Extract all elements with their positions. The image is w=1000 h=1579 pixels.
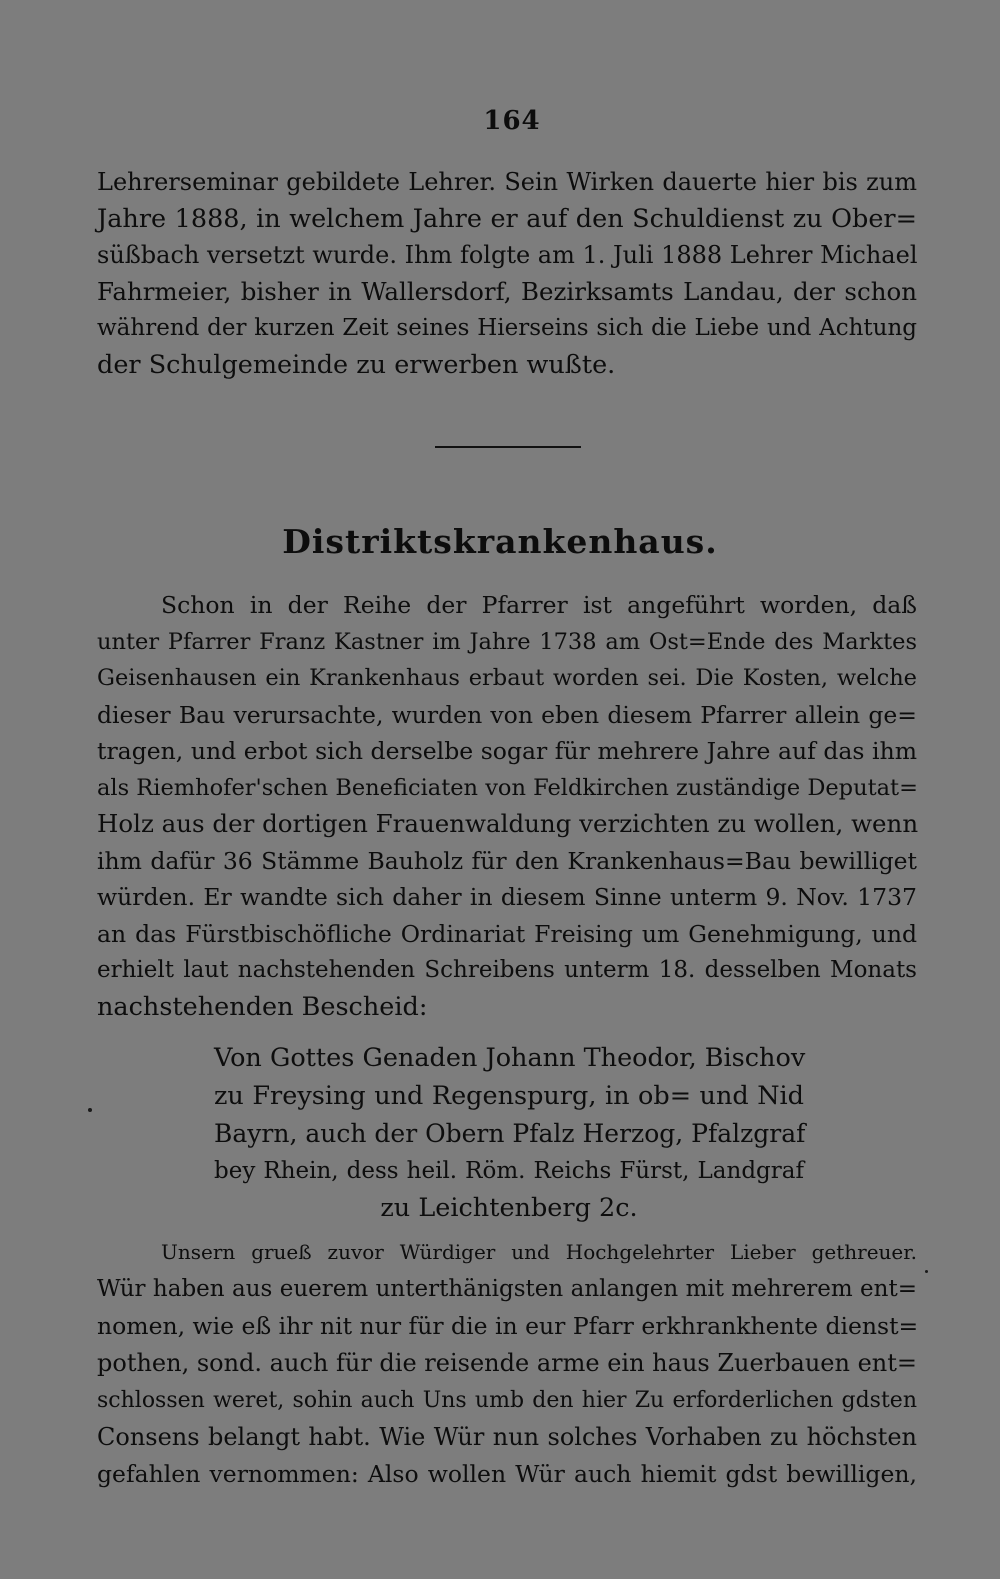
text-line: Wür haben aus euerem unterthänigsten anlangen mit mehrerem ent= [97,1276,917,1302]
text-line: der Schulgemeinde zu erwerben wußte. [97,349,616,380]
text-line: tragen, und erbot sich derselbe sogar für mehrere Jahre auf das ihm [97,737,917,765]
text-line: während der kurzen Zeit seines Hierseins sich die Liebe und Achtung [97,315,917,341]
quoted-salutation [214,1040,804,1228]
text-line: Consens belangt habt. Wie Wür nun solches Vorhaben zu höchsten [97,1423,917,1451]
print-speck [925,1270,928,1273]
text-line: unter Pfarrer Franz Kastner im Jahre 1738 am Ost=Ende des Marktes [97,628,917,655]
text-line: Jahre 1888, in welchem Jahre er auf den Schuldienst zu Ober= [97,203,917,234]
text-line: erhielt laut nachstehenden Schreibens unterm 18. desselben Monats [97,957,917,983]
text-line: schlossen weret, sohin auch Uns umb den hier Zu erforderlichen gdsten [97,1388,917,1413]
quote-line: bey Rhein, dess heil. Röm. Reichs Fürst, Landgraf [214,1157,804,1184]
text-line: pothen, sond. auch für die reisende arme ein haus Zuerbauen ent= [97,1349,917,1377]
text-line: als Riemhofer'schen Beneficiaten von Feldkirchen zuständige Deputat= [97,774,918,801]
paragraph-lehrer [97,164,917,383]
quote-line: Von Gottes Genaden Johann Theodor, Bischov [214,1043,806,1073]
text-line: Holz aus der dortigen Frauenwaldung verzichten zu wollen, wenn [97,809,919,838]
text-line: Fahrmeier, bisher in Wallersdorf, Bezirksamts Landau, der schon [97,276,917,306]
text-line: dieser Bau verursachte, wurden von eben diesem Pfarrer allein ge= [97,700,917,729]
text-line: Lehrerseminar gebildete Lehrer. Sein Wirken dauerte hier bis zum [97,168,917,196]
page-number: 164 [483,106,541,136]
text-line: Unsern grueß zuvor Würdiger und Hochgelehrter Lieber gethreuer. [161,1240,917,1264]
text-line: süßbach versetzt wurde. Ihm folgte am 1. Juli 1888 Lehrer Michael [97,241,918,269]
text-line: gefahlen vernommen: Also wollen Wür auch hiemit gdst bewilligen, [97,1460,917,1488]
text-line: nachstehenden Bescheid: [97,991,428,1022]
quote-line: zu Freysing und Regenspurg, in ob= und Nid [214,1080,804,1111]
text-line: nomen, wie eß ihr nit nur für die in eur Pfarr erkhrankhente dienst= [97,1312,919,1340]
text-line: ihm dafür 36 Stämme Bauholz für den Krankenhaus=Bau bewilliget [97,846,917,875]
text-line: Schon in der Reihe der Pfarrer ist angeführt worden, daß [161,591,917,619]
text-line: würden. Er wandte sich daher in diesem Sinne unterm 9. Nov. 1737 [97,883,917,911]
paragraph-krankenhaus [97,587,917,1025]
paragraph-letter [97,1234,917,1493]
section-divider [435,446,581,448]
section-heading: Distriktskrankenhaus. [282,522,718,561]
quote-line: zu Leichtenberg 2c. [380,1193,638,1223]
text-line: an das Fürstbischöfliche Ordinariat Freising um Genehmigung, und [97,919,917,948]
quote-line: Bayrn, auch der Obern Pfalz Herzog, Pfalzgraf [214,1119,806,1148]
text-line: Geisenhausen ein Krankenhaus erbaut worden sei. Die Kosten, welche [97,665,917,691]
print-speck [88,1108,92,1112]
